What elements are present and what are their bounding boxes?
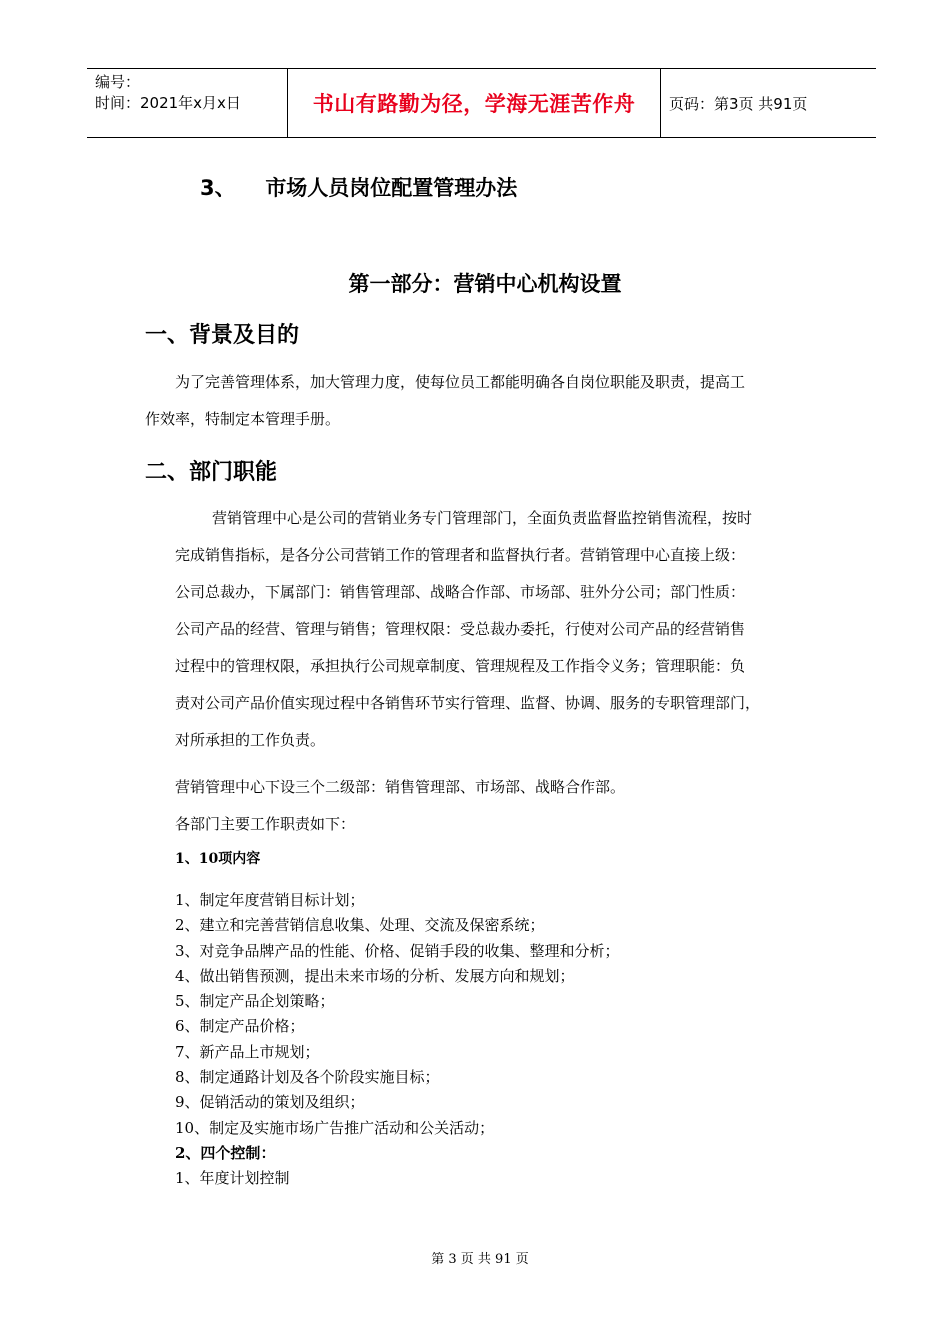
- header-page-label: 页码：第3页 共91页: [669, 94, 808, 113]
- duty-list: [175, 888, 620, 1192]
- list-item: 9、促销活动的策划及组织；: [175, 1093, 365, 1112]
- paragraph-line: 作效率，特制定本管理手册。: [145, 410, 341, 428]
- list-item: 7、新产品上市规划；: [175, 1042, 320, 1061]
- list-item: 4、做出销售预测，提出未来市场的分析、发展方向和规划；: [175, 966, 575, 985]
- section-2-heading: 二、部门职能: [145, 460, 278, 485]
- paragraph-line: 完成销售指标，是各分公司营销工作的管理者和监督执行者。营销管理中心直接上级：: [175, 546, 746, 564]
- paragraph-line: 过程中的管理权限，承担执行公司规章制度、管理规程及工作指令义务；管理职能：负: [175, 657, 746, 675]
- list-item: 3、对竞争品牌产品的性能、价格、促销手段的收集、整理和分析；: [175, 941, 620, 960]
- list-item: 2、建立和完善营销信息收集、处理、交流及保密系统；: [175, 916, 545, 935]
- list-item: 1、制定年度营销目标计划；: [175, 891, 365, 909]
- document-title: [200, 172, 517, 202]
- document-title-text: 市场人员岗位配置管理办法: [265, 176, 518, 200]
- header-meta: [87, 69, 287, 137]
- list-item: 5、制定产品企划策略；: [175, 992, 335, 1011]
- section-2-paragraph: [175, 500, 855, 759]
- part-title: 第一部分：营销中心机构设置: [348, 272, 622, 296]
- document-date-label: 时间：2021年x月x日: [95, 94, 241, 112]
- header-motto: 书山有路勤为径，学海无涯苦作舟: [312, 92, 636, 116]
- paragraph-line: 责对公司产品价值实现过程中各销售环节实行管理、监督、协调、服务的专职管理部门，: [175, 694, 761, 712]
- section-1-heading: 一、背景及目的: [145, 323, 300, 348]
- group-1-title: 1、10项内容: [175, 851, 261, 867]
- sub-department-line: 营销管理中心下设三个二级部：销售管理部、市场部、战略合作部。: [175, 778, 626, 796]
- document-title-number: 3、: [200, 176, 236, 200]
- paragraph-line: 公司产品的经营、管理与销售；管理权限：受总裁办委托，行使对公司产品的经营销售: [175, 620, 746, 638]
- section-1-paragraph: [145, 364, 825, 438]
- paragraph-line: 为了完善管理体系，加大管理力度，使每位员工都能明确各自岗位职能及职责，提高工: [175, 373, 746, 391]
- group-2-title: 2、四个控制：: [175, 1143, 276, 1162]
- duties-intro: 各部门主要工作职责如下：: [175, 815, 356, 833]
- paragraph-line: 公司总裁办，下属部门：销售管理部、战略合作部、市场部、驻外分公司；部门性质：: [175, 583, 746, 601]
- header-motto-cell: [287, 69, 661, 137]
- page-header: [87, 68, 876, 138]
- page-footer: 第 3 页 共 91 页: [431, 1252, 529, 1267]
- paragraph-line: 营销管理中心是公司的营销业务专门管理部门，全面负责监督监控销售流程，按时: [212, 509, 753, 527]
- list-item: 10、制定及实施市场广告推广活动和公关活动；: [175, 1118, 495, 1137]
- document-number-label: 编号：: [95, 73, 141, 91]
- list-item: 8、制定通路计划及各个阶段实施目标；: [175, 1068, 440, 1087]
- list-item: 6、制定产品价格；: [175, 1017, 305, 1036]
- list-item: 1、年度计划控制: [175, 1169, 290, 1188]
- paragraph-line: 对所承担的工作负责。: [175, 731, 326, 749]
